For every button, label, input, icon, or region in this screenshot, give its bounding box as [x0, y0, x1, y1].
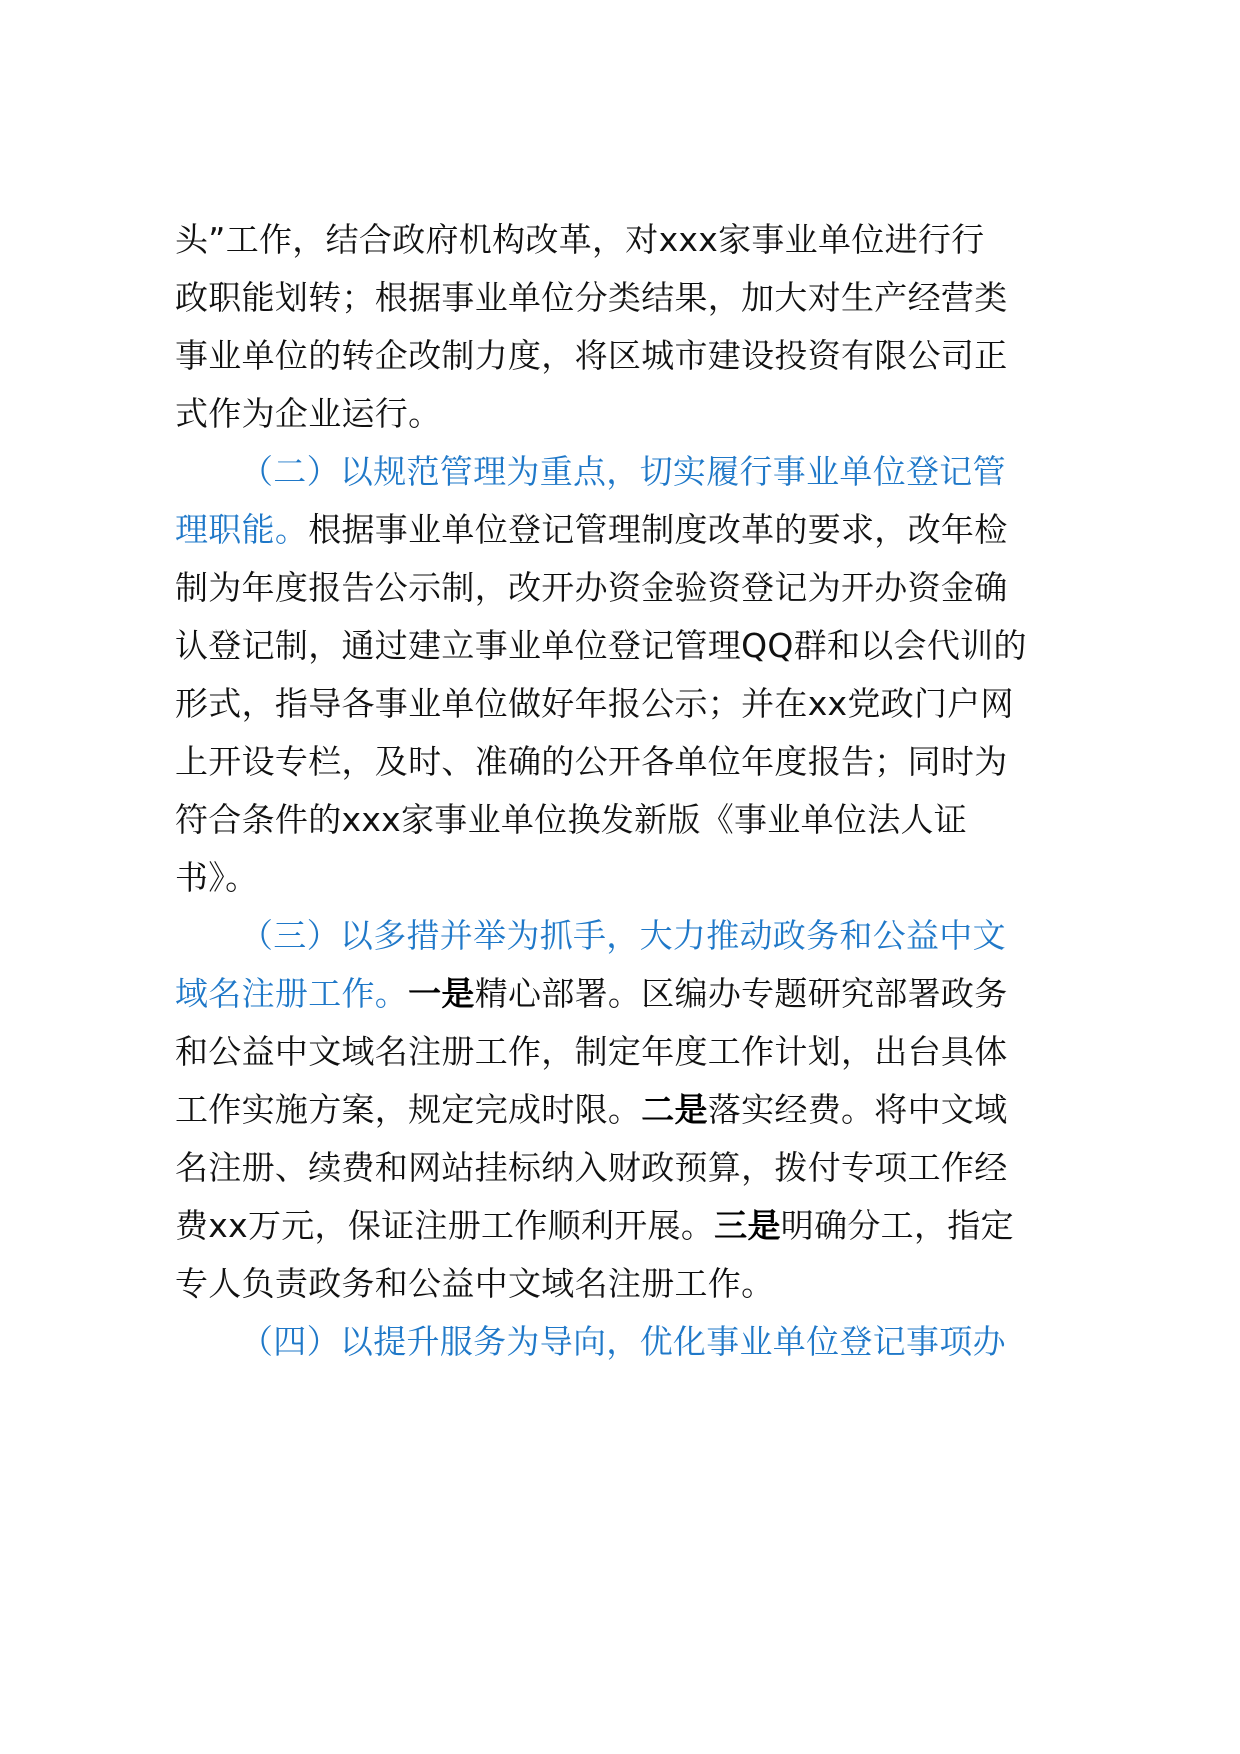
body-line: 事业单位的转企改制力度，将区城市建设投资有限公司正 — [175, 336, 1008, 375]
section-heading-2: （二）以规范管理为重点，切实履行事业单位登记管 — [240, 452, 1006, 491]
body-line: 专人负责政务和公益中文域名注册工作。 — [175, 1264, 775, 1303]
body-text: 精心部署。区编办专题研究部署政务 — [474, 974, 1008, 1013]
body-line: 名注册、续费和网站挂标纳入财政预算，拨付专项工作经 — [175, 1148, 1008, 1187]
body-line: 书》。 — [175, 858, 259, 897]
body-text: 明确分工，指定 — [780, 1206, 1014, 1245]
body-line — [175, 1090, 1008, 1130]
body-line: 符合条件的xxx家事业单位换发新版《事业单位法人证 — [175, 800, 968, 839]
bold-lead-2: 二是 — [641, 1090, 708, 1129]
bold-lead-3: 三是 — [714, 1206, 781, 1245]
body-line: 式作为企业运行。 — [175, 394, 442, 433]
body-line: 制为年度报告公示制，改开办资金验资登记为开办资金确 — [175, 568, 1008, 607]
body-line: 头”工作，结合政府机构改革，对xxx家事业单位进行行 — [175, 220, 985, 259]
body-line — [175, 974, 1008, 1014]
section-heading-4: （四）以提升服务为导向，优化事业单位登记事项办 — [240, 1322, 1006, 1361]
section-heading-2-end: 理职能。 — [175, 510, 309, 549]
bold-lead-1: 一是 — [408, 974, 475, 1013]
body-line — [175, 510, 1008, 550]
body-text: 工作实施方案，规定完成时限。 — [175, 1090, 642, 1129]
body-text: 根据事业单位登记管理制度改革的要求，改年检 — [308, 510, 1008, 549]
body-line: 政职能划转；根据事业单位分类结果，加大对生产经营类 — [175, 278, 1008, 317]
body-line — [175, 1206, 1014, 1246]
body-line: 形式，指导各事业单位做好年报公示；并在xx党政门户网 — [175, 684, 1014, 723]
body-line: 认登记制，通过建立事业单位登记管理QQ群和以会代训的 — [175, 626, 1027, 665]
section-heading-3: （三）以多措并举为抓手，大力推动政务和公益中文 — [240, 916, 1006, 955]
body-text: 费xx万元，保证注册工作顺利开展。 — [175, 1206, 715, 1245]
body-line: 上开设专栏，及时、准确的公开各单位年度报告；同时为 — [175, 742, 1008, 781]
body-text: 落实经费。将中文域 — [707, 1090, 1008, 1129]
body-line: 和公益中文域名注册工作，制定年度工作计划，出台具体 — [175, 1032, 1008, 1071]
section-heading-3-end: 域名注册工作。 — [175, 974, 409, 1013]
